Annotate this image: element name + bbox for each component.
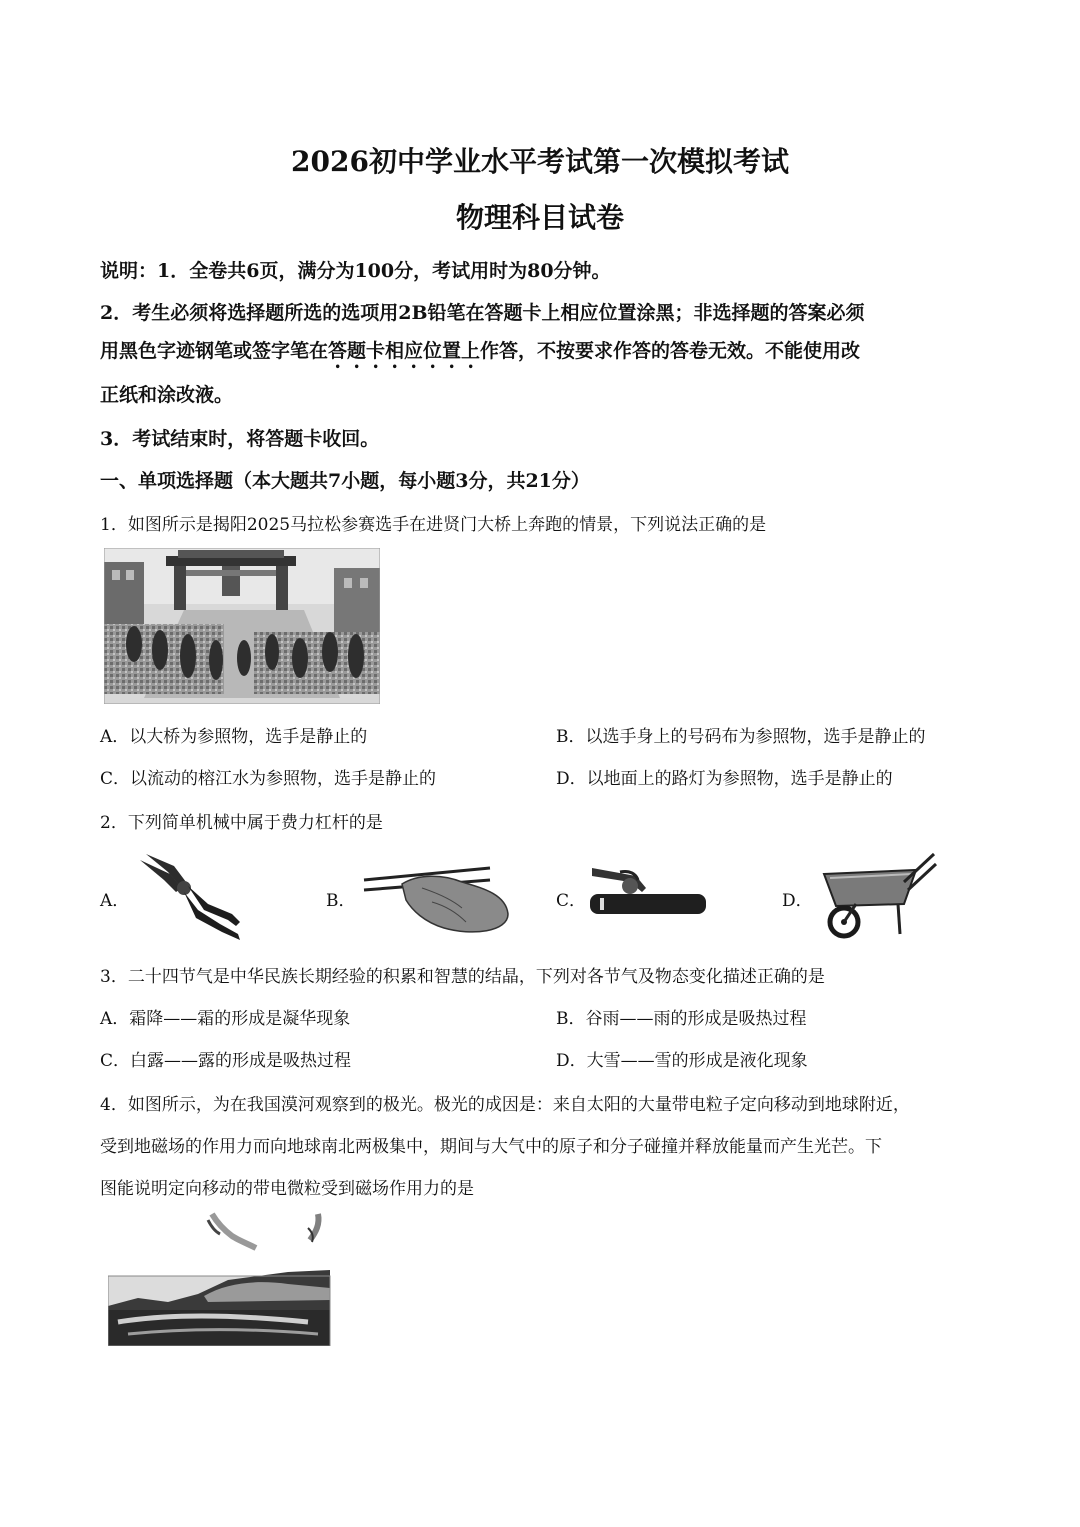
instruction-emphasis: 答题卡相应位置上 <box>328 340 481 362</box>
question-2-option-b[interactable]: B． <box>326 891 356 911</box>
question-1-option-b[interactable]: B．以选手身上的号码布为参照物，选手是静止的 <box>556 727 926 747</box>
chopsticks-image <box>362 858 512 938</box>
instruction-line-5: 3．考试结束时，将答题卡收回。 <box>100 428 380 450</box>
pliers-image <box>134 852 246 944</box>
question-1-option-d[interactable]: D．以地面上的路灯为参照物，选手是静止的 <box>556 769 893 789</box>
instruction-line-3-post: 作答，不按要求作答的答卷无效。不能使用改 <box>480 340 861 362</box>
question-2-option-a[interactable]: A． <box>100 891 130 911</box>
instruction-line-1: 说明：1．全卷共6页，满分为100分，考试用时为80分钟。 <box>100 260 611 282</box>
aurora-photo <box>108 1210 332 1346</box>
question-3-stem: 3．二十四节气是中华民族长期经验的积累和智慧的结晶，下列对各节气及物态变化描述正确的是 <box>100 967 825 987</box>
question-3-option-a[interactable]: A．霜降——霜的形成是凝华现象 <box>100 1009 351 1029</box>
question-3-option-b[interactable]: B．谷雨——雨的形成是吸热过程 <box>556 1009 807 1029</box>
question-4-stem-line-1: 4．如图所示，为在我国漠河观察到的极光。极光的成因是：来自太阳的大量带电粒子定向移动到地球附近， <box>100 1095 910 1115</box>
brake-lever-image <box>590 862 708 918</box>
exam-title: 2026初中学业水平考试第一次模拟考试 <box>291 145 789 178</box>
question-3-option-c[interactable]: C．白露——露的形成是吸热过程 <box>100 1051 352 1071</box>
question-3-option-d[interactable]: D．大雪——雪的形成是液化现象 <box>556 1051 808 1071</box>
exam-subtitle: 物理科目试卷 <box>455 201 624 234</box>
question-2-option-d[interactable]: D． <box>782 891 813 911</box>
wheelbarrow-image <box>816 850 938 940</box>
question-1-stem: 1．如图所示是揭阳2025马拉松参赛选手在进贤门大桥上奔跑的情景，下列说法正确的是 <box>100 515 767 535</box>
instruction-line-2: 2．考生必须将选择题所选的选项用2B铅笔在答题卡上相应位置涂黑；非选择题的答案必须 <box>100 302 865 324</box>
question-1-option-a[interactable]: A．以大桥为参照物，选手是静止的 <box>100 727 368 747</box>
question-2-option-c[interactable]: C． <box>556 891 587 911</box>
marathon-photo <box>104 548 380 704</box>
question-4-stem-line-3: 图能说明定向移动的带电微粒受到磁场作用力的是 <box>100 1179 474 1199</box>
instruction-line-4: 正纸和涂改液。 <box>100 384 234 406</box>
question-4-stem-line-2: 受到地磁场的作用力而向地球南北两极集中，期间与大气中的原子和分子碰撞并释放能量而产生光芒。下 <box>100 1137 882 1157</box>
question-2-stem: 2．下列简单机械中属于费力杠杆的是 <box>100 813 383 833</box>
instruction-line-3-pre: 用黑色字迹钢笔或签字笔在 <box>100 340 329 362</box>
instruction-line-3 <box>100 336 860 373</box>
question-1-option-c[interactable]: C．以流动的榕江水为参照物，选手是静止的 <box>100 769 437 789</box>
section-heading: 一、单项选择题（本大题共7小题，每小题3分，共21分） <box>100 470 590 492</box>
